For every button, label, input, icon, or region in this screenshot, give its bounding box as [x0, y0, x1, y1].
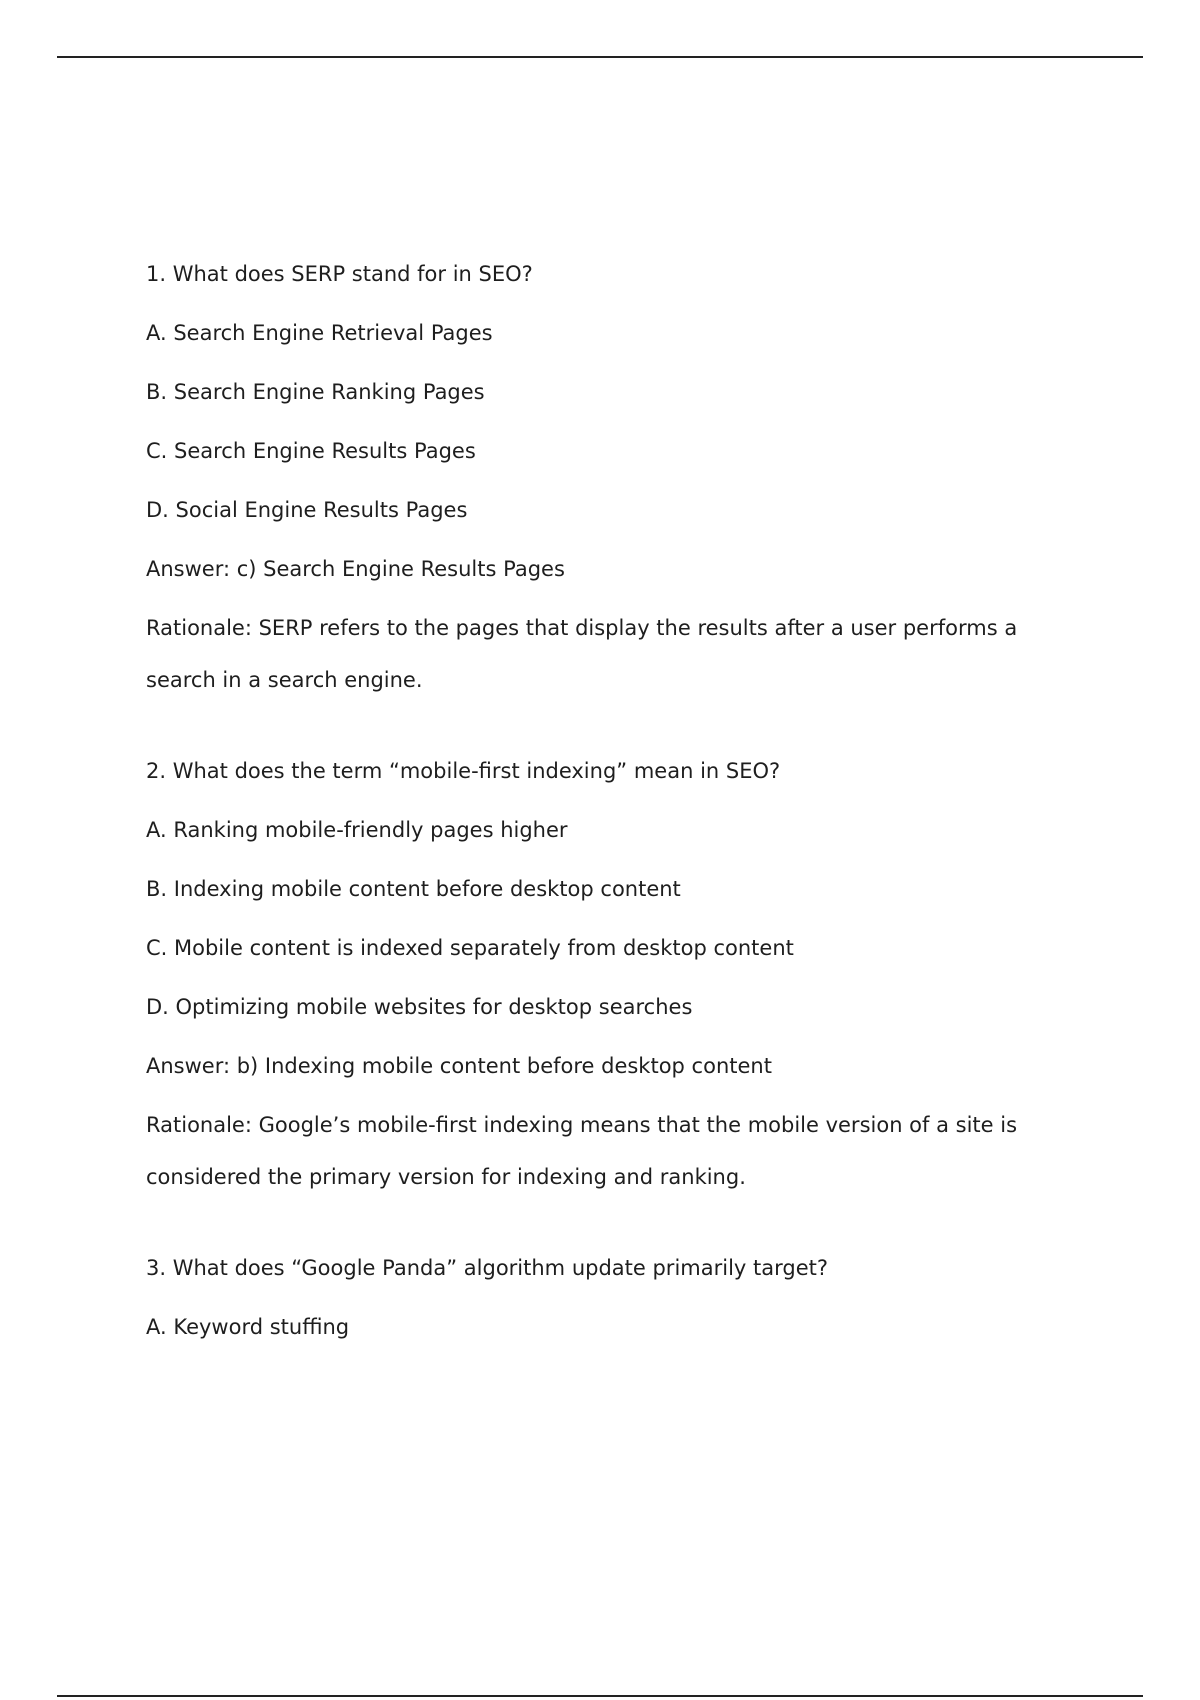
- option-b: B. Indexing mobile content before desktop content: [146, 877, 681, 901]
- question-text: 2. What does the term “mobile-first indexing” mean in SEO?: [146, 759, 781, 783]
- top-rule: [57, 56, 1143, 58]
- question-text: 1. What does SERP stand for in SEO?: [146, 262, 533, 286]
- option-a: A. Keyword stuffing: [146, 1315, 350, 1339]
- answer-text: Answer: b) Indexing mobile content before desktop content: [146, 1054, 772, 1078]
- option-c: C. Mobile content is indexed separately from desktop content: [146, 936, 794, 960]
- question-block-3: [146, 1254, 1066, 1341]
- option-d: D. Optimizing mobile websites for desktop searches: [146, 995, 693, 1019]
- answer-text: Answer: c) Search Engine Results Pages: [146, 557, 565, 581]
- rationale-text: Rationale: SERP refers to the pages that display the results after a user performs a search in a search engine.: [146, 616, 1018, 692]
- question-block-1: [146, 260, 1066, 706]
- question-text: 3. What does “Google Panda” algorithm update primarily target?: [146, 1256, 829, 1280]
- bottom-rule: [57, 1695, 1143, 1697]
- option-d: D. Social Engine Results Pages: [146, 498, 468, 522]
- option-c: C. Search Engine Results Pages: [146, 439, 476, 463]
- document-body: [146, 260, 1066, 1341]
- rationale-text: Rationale: Google’s mobile-first indexing means that the mobile version of a site is considered the primary version for indexing and ranking.: [146, 1113, 1018, 1189]
- option-a: A. Search Engine Retrieval Pages: [146, 321, 493, 345]
- question-block-2: [146, 757, 1066, 1203]
- option-b: B. Search Engine Ranking Pages: [146, 380, 485, 404]
- option-a: A. Ranking mobile-friendly pages higher: [146, 818, 568, 842]
